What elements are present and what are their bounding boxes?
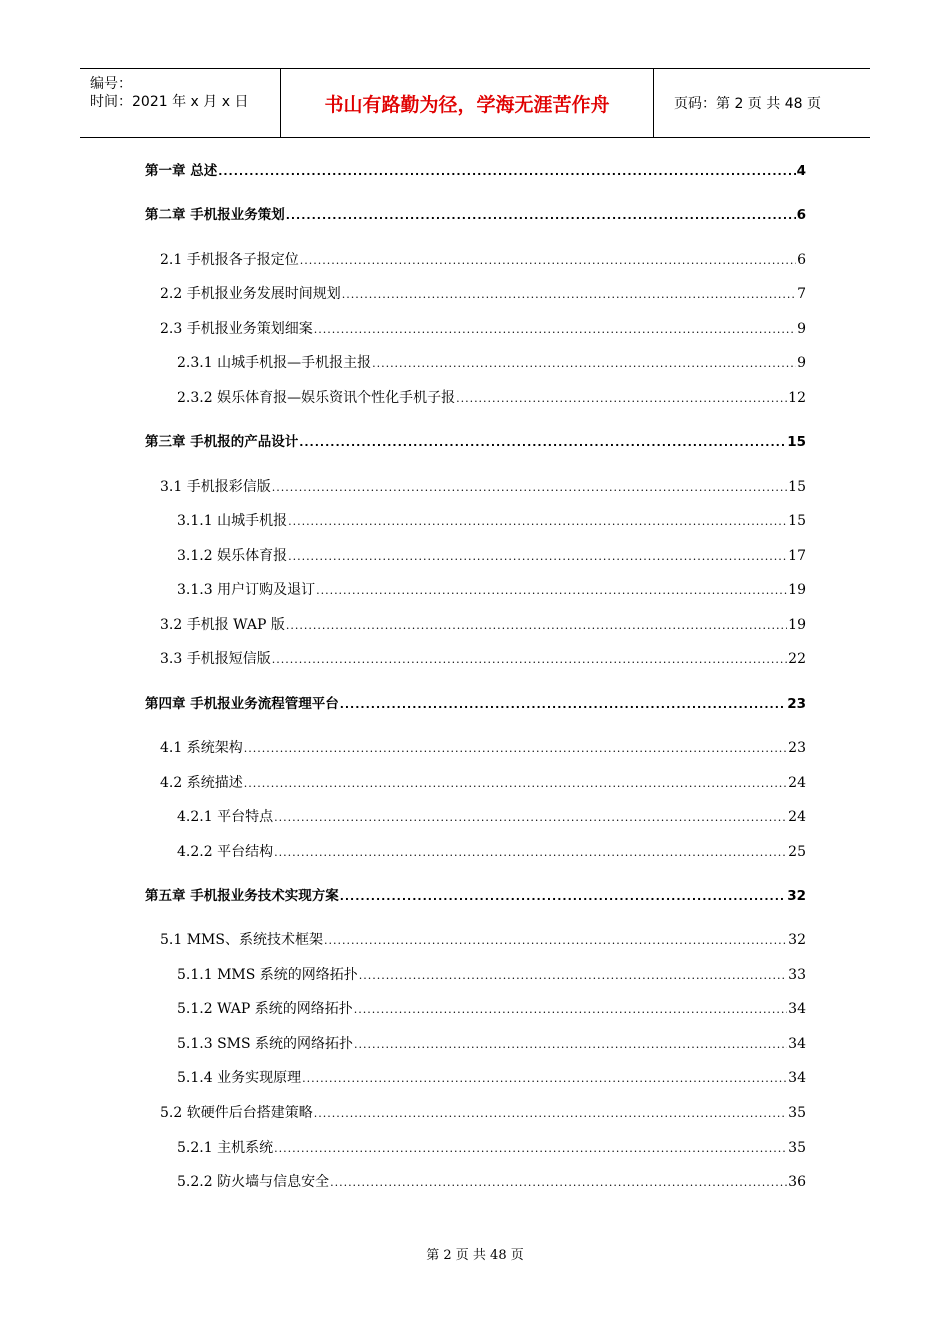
toc-dot-leader [286, 204, 796, 227]
toc-entry-page: 7 [797, 286, 806, 302]
toc-dot-leader [274, 841, 787, 864]
toc-dot-leader [302, 1067, 787, 1090]
toc-entry[interactable] [177, 352, 806, 374]
toc-entry-title: 3.1.3 用户订购及退订 [177, 582, 316, 598]
toc-entry-page: 35 [788, 1140, 806, 1156]
toc-entry-title: 4.1 系统架构 [160, 740, 243, 756]
toc-entry-page: 15 [787, 434, 806, 450]
toc-entry[interactable] [177, 841, 806, 863]
page-info-text: 页码：第 2 页 共 48 页 [674, 96, 821, 112]
toc-entry-title: 3.1.2 娱乐体育报 [177, 548, 288, 564]
toc-entry-title: 5.2 软硬件后台搭建策略 [160, 1105, 313, 1121]
toc-entry-title: 2.3.2 娱乐体育报—娱乐资讯个性化手机子报 [177, 390, 456, 406]
toc-entry-title: 第四章 手机报业务流程管理平台 [145, 696, 339, 712]
toc-entry-title: 5.1 MMS、系统技术框架 [160, 932, 323, 948]
toc-entry-page: 24 [788, 809, 806, 825]
toc-entry[interactable] [160, 929, 806, 951]
toc-dot-leader [354, 1033, 787, 1056]
toc-dot-leader [324, 929, 787, 952]
toc-dot-leader [244, 737, 787, 760]
header-meta-cell [80, 69, 281, 137]
toc-dot-leader [288, 545, 787, 568]
toc-entry-page: 9 [797, 355, 806, 371]
code-label: 编号： [90, 76, 132, 92]
toc-dot-leader [286, 614, 787, 637]
toc-entry[interactable] [177, 1033, 806, 1055]
toc-entry-title: 5.1.1 MMS 系统的网络拓扑 [177, 967, 358, 983]
toc-dot-leader [314, 1102, 787, 1125]
toc-entry-title: 5.2.1 主机系统 [177, 1140, 274, 1156]
toc-entry[interactable] [160, 283, 806, 305]
toc-entry[interactable] [177, 1137, 806, 1159]
toc-entry-title: 5.1.3 SMS 系统的网络拓扑 [177, 1036, 354, 1052]
toc-entry-page: 33 [788, 967, 806, 983]
toc-dot-leader [272, 476, 787, 499]
toc-entry-page: 25 [788, 844, 806, 860]
toc-entry-page: 24 [788, 775, 806, 791]
toc-dot-leader [300, 249, 796, 272]
toc-entry-title: 2.3 手机报业务策划细案 [160, 321, 313, 337]
toc-entry[interactable] [177, 545, 806, 567]
toc-entry-title: 5.1.2 WAP 系统的网络拓扑 [177, 1001, 353, 1017]
toc-entry-page: 34 [788, 1001, 806, 1017]
toc-entry[interactable] [160, 614, 806, 636]
toc-entry-page: 12 [788, 390, 806, 406]
toc-entry[interactable] [145, 693, 806, 715]
toc-entry-page: 23 [787, 696, 806, 712]
toc-entry[interactable] [145, 885, 806, 907]
toc-entry[interactable] [177, 1067, 806, 1089]
toc-entry-page: 15 [788, 513, 806, 529]
page-footer: 第 2 页 共 48 页 [426, 1248, 524, 1263]
toc-entry[interactable] [177, 387, 806, 409]
toc-dot-leader [340, 885, 787, 908]
toc-entry-title: 第一章 总述 [145, 163, 218, 179]
toc-dot-leader [274, 806, 787, 829]
toc-entry-page: 36 [788, 1174, 806, 1190]
toc-dot-leader [342, 283, 796, 306]
toc-dot-leader [244, 772, 787, 795]
toc-entry[interactable] [177, 998, 806, 1020]
toc-entry[interactable] [145, 204, 806, 226]
toc-entry-title: 3.1.1 山城手机报 [177, 513, 288, 529]
toc-entry-page: 23 [788, 740, 806, 756]
toc-entry[interactable] [177, 510, 806, 532]
toc-entry[interactable] [177, 579, 806, 601]
toc-entry-page: 19 [788, 582, 806, 598]
toc-entry-title: 5.1.4 业务实现原理 [177, 1070, 302, 1086]
toc-dot-leader [372, 352, 796, 375]
toc-dot-leader [316, 579, 787, 602]
toc-entry-page: 22 [788, 651, 806, 667]
toc-entry-title: 第三章 手机报的产品设计 [145, 434, 299, 450]
toc-entry-title: 5.2.2 防火墙与信息安全 [177, 1174, 330, 1190]
toc-entry[interactable] [160, 737, 806, 759]
toc-entry-title: 4.2 系统描述 [160, 775, 243, 791]
toc-entry-page: 17 [788, 548, 806, 564]
toc-dot-leader [288, 510, 787, 533]
toc-entry-page: 15 [788, 479, 806, 495]
toc-entry[interactable] [160, 772, 806, 794]
toc-entry-page: 19 [788, 617, 806, 633]
toc-dot-leader [299, 431, 786, 454]
toc-entry[interactable] [160, 1102, 806, 1124]
toc-dot-leader [359, 964, 787, 987]
toc-dot-leader [340, 693, 787, 716]
toc-entry-title: 3.3 手机报短信版 [160, 651, 271, 667]
header-motto: 书山有路勤为径，学海无涯苦作舟 [281, 69, 654, 137]
toc-entry[interactable] [145, 160, 806, 182]
toc-dot-leader [456, 387, 787, 410]
toc-entry-page: 4 [796, 163, 806, 179]
toc-entry-page: 32 [787, 888, 806, 904]
toc-dot-leader [354, 998, 787, 1021]
toc-entry-title: 2.1 手机报各子报定位 [160, 252, 299, 268]
page-header [80, 68, 870, 138]
toc-entry[interactable] [177, 1171, 806, 1193]
toc-entry-title: 3.2 手机报 WAP 版 [160, 617, 285, 633]
toc-entry[interactable] [160, 648, 806, 670]
toc-entry-title: 第五章 手机报业务技术实现方案 [145, 888, 339, 904]
toc-dot-leader [274, 1137, 787, 1160]
toc-entry-page: 35 [788, 1105, 806, 1121]
toc-dot-leader [330, 1171, 787, 1194]
header-page-info [664, 69, 870, 137]
toc-dot-leader [314, 318, 796, 341]
toc-entry-title: 3.1 手机报彩信版 [160, 479, 271, 495]
toc-entry-title: 第二章 手机报业务策划 [145, 207, 285, 223]
toc-entry-page: 6 [797, 252, 806, 268]
toc-entry[interactable] [160, 476, 806, 498]
time-label: 时间：2021 年 x 月 x 日 [90, 94, 249, 110]
toc-entry-title: 2.2 手机报业务发展时间规划 [160, 286, 341, 302]
toc-entry-title: 4.2.2 平台结构 [177, 844, 274, 860]
toc-entry-page: 32 [788, 932, 806, 948]
toc-entry-page: 6 [796, 207, 806, 223]
toc-entry-page: 34 [788, 1070, 806, 1086]
toc-entry-page: 9 [797, 321, 806, 337]
toc-entry[interactable] [145, 431, 806, 453]
toc-entry[interactable] [160, 249, 806, 271]
toc-entry[interactable] [177, 806, 806, 828]
toc-entry-page: 34 [788, 1036, 806, 1052]
toc-dot-leader [272, 648, 787, 671]
toc-entry-title: 4.2.1 平台特点 [177, 809, 274, 825]
toc-entry-title: 2.3.1 山城手机报—手机报主报 [177, 355, 372, 371]
toc-entry[interactable] [160, 318, 806, 340]
toc-dot-leader [218, 160, 795, 183]
toc-entry[interactable] [177, 964, 806, 986]
